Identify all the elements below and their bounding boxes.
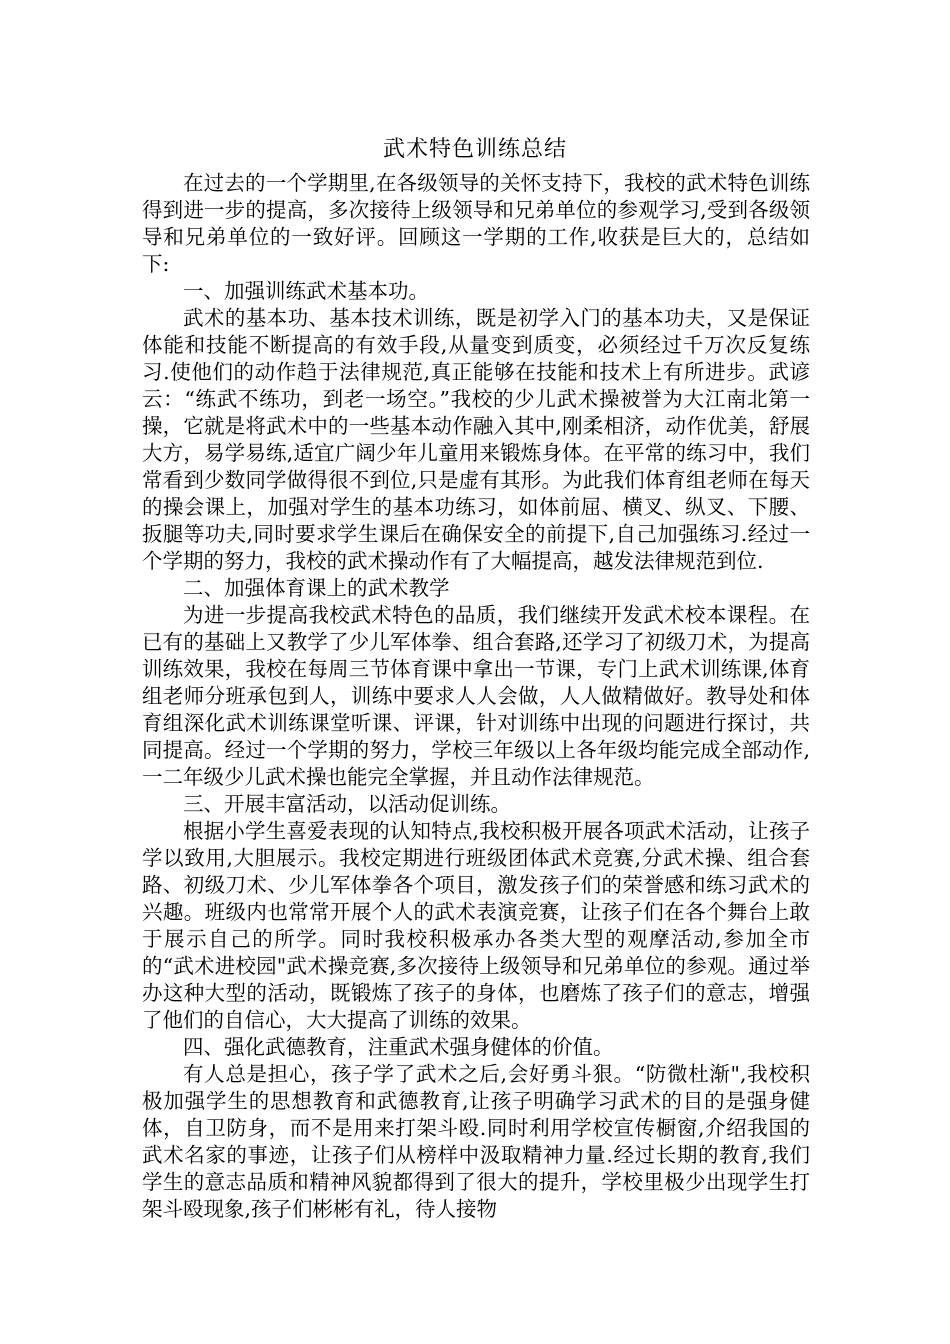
intro-paragraph: 在过去的一个学期里,在各级领导的关怀支持下，我校的武术特色训练得到进一步的提高，多次接待上级领导和兄弟单位的参观学习,受到各级领导和兄弟单位的一致好评。回顾这一学期的工作,收获是巨大的，总结如下: <box>142 171 810 276</box>
section-paragraph-3: 根据小学生喜爱表现的认知特点,我校积极开展各项武术活动，让孩子学以致用,大胆展示。我校定期进行班级团体武术竞赛,分武术操、组合套路、初级刀术、少儿军体拳各个项目，激发孩子们的荣誉感和练习武术的兴趣。班级内也常常开展个人的武术表演竞赛，让孩子们在各个舞台上敢于展示自己的所学。同时我校积极承办各类大型的观摩活动,参加全市的“武术进校园"武术操竞赛,多次接待上级领导和兄弟单位的参观。通过举办这种大型的活动，既锻炼了孩子的身体，也磨炼了孩子们的意志，增强了他们的自信心，大大提高了训练的效果。 <box>142 819 810 1032</box>
section-paragraph-1: 武术的基本功、基本技术训练，既是初学入门的基本功夫，又是保证体能和技能不断提高的有效手段,从量变到质变，必须经过千万次反复练习.使他们的动作趋于法律规范,真正能够在技能和技术上有所进步。武谚云：“练武不练功，到老一场空。”我校的少儿武术操被誉为大江南北第一操，它就是将武术中的一些基本动作融入其中,刚柔相济，动作优美，舒展大方，易学易练,适宜广阔少年儿童用来锻炼身体。在平常的练习中，我们常看到少数同学做得很不到位,只是虚有其形。为此我们体育组老师在每天的操会课上，加强对学生的基本功练习，如体前屈、横叉、纵叉、下腰、扳腿等功夫,同时要求学生课后在确保安全的前提下,自己加强练习.经过一个学期的努力，我校的武术操动作有了大幅提高，越发法律规范到位. <box>142 306 810 573</box>
section-heading-2: 二、加强体育课上的武术教学 <box>183 576 450 600</box>
document-body <box>142 170 810 1223</box>
section-paragraph-2: 为进一步提高我校武术特色的品质，我们继续开发武术校本课程。在已有的基础上又教学了少儿军体拳、组合套路,还学习了初级刀术，为提高训练效果，我校在每周三节体育课中拿出一节课，专门上武术训练课,体育组老师分班承包到人，训练中要求人人会做，人人做精做好。教导处和体育组深化武术训练课堂听课、评课，针对训练中出现的问题进行探讨，共同提高。经过一个学期的努力，学校三年级以上各年级均能完成全部动作,一二年级少儿武术操也能完全掌握，并且动作法律规范。 <box>142 603 810 789</box>
document-title: 武术特色训练总结 <box>382 137 567 162</box>
section-paragraph-4: 有人总是担心，孩子学了武术之后,会好勇斗狠。“防微杜渐",我校积极加强学生的思想教育和武德教育,让孩子明确学习武术的目的是强身健体，自卫防身，而不是用来打架斗殴.同时利用学校宣传橱窗,介绍我国的武术名家的事迹，让孩子们从榜样中汲取精神力量.经过长期的教育,我们学生的意志品质和精神风貌都得到了很大的提升，学校里极少出现学生打架斗殴现象,孩子们彬彬有礼，待人接物 <box>142 1062 810 1221</box>
section-heading-3: 三、开展丰富活动，以活动促训练。 <box>183 792 511 816</box>
section-heading-1: 一、加强训练武术基本功。 <box>183 279 429 303</box>
section-heading-4: 四、强化武德教育，注重武术强身健体的价值。 <box>183 1035 614 1059</box>
